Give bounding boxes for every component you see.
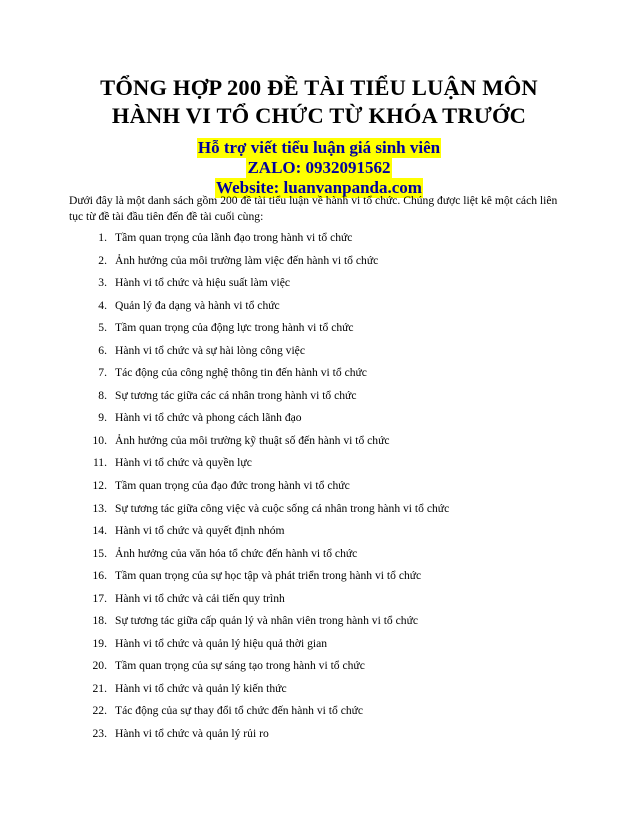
topic-number: 3. (98, 276, 107, 290)
topic-text: Hành vi tổ chức và sự hài lòng công việc (115, 343, 305, 357)
topic-text: Tầm quan trọng của động lực trong hành vi tổ chức (115, 321, 354, 335)
topic-number: 5. (98, 321, 107, 335)
promo-line-2 (0, 158, 638, 178)
topic-number: 7. (98, 366, 107, 380)
topic-list-item (69, 275, 571, 298)
topic-list-item (69, 636, 571, 659)
topic-number: 4. (98, 298, 107, 312)
topic-list-item (69, 478, 571, 501)
topic-list-item (69, 613, 571, 636)
topic-number: 1. (98, 231, 107, 244)
topic-number: 18. (92, 614, 107, 628)
topic-list (69, 230, 571, 749)
topic-list-item (69, 298, 571, 321)
topic-list-item (69, 591, 571, 614)
topic-text: Tầm quan trọng của sự học tập và phát triển trong hành vi tổ chức (115, 569, 422, 583)
topic-text: Tác động của công nghệ thông tin đến hành vi tổ chức (115, 366, 367, 380)
intro-paragraph: Dưới đây là một danh sách gồm 200 đề tài tiểu luận về hành vi tổ chức. Chúng được liệt kê một cách liên tục từ đề tài đầu tiên đến đề tài cuối cùng: (69, 194, 558, 223)
topic-list-item (69, 343, 571, 366)
topic-list-item (69, 230, 571, 253)
topic-list-item (69, 365, 571, 388)
topic-text: Hành vi tổ chức và hiệu suất làm việc (115, 276, 290, 290)
topic-text: Hành vi tổ chức và quyết định nhóm (115, 524, 285, 538)
topic-list-item (69, 253, 571, 276)
topic-text: Hành vi tổ chức và cải tiến quy trình (115, 591, 285, 605)
topic-number: 19. (92, 636, 107, 650)
topic-number: 16. (92, 569, 107, 583)
topic-number: 8. (98, 388, 107, 402)
topic-text: Hành vi tổ chức và phong cách lãnh đạo (115, 411, 302, 425)
topic-list-item (69, 546, 571, 569)
topic-list-item (69, 501, 571, 524)
topic-list-item (69, 681, 571, 704)
topic-list-item (69, 388, 571, 411)
topic-list-item (69, 523, 571, 546)
topic-text: Hành vi tổ chức và quản lý hiệu quả thời gian (115, 636, 328, 650)
promo-banner (0, 138, 638, 198)
topic-number: 20. (92, 659, 107, 673)
topic-text: Quản lý đa dạng và hành vi tổ chức (115, 298, 280, 312)
document-title (60, 74, 578, 130)
topic-text: Ảnh hưởng của văn hóa tổ chức đến hành vi tổ chức (115, 546, 358, 560)
topic-number: 23. (92, 727, 107, 741)
topic-number: 13. (92, 501, 107, 515)
topic-number: 10. (92, 433, 107, 447)
topic-text: Sự tương tác giữa cấp quản lý và nhân viên trong hành vi tổ chức (115, 614, 418, 628)
topic-number: 9. (98, 411, 107, 425)
topic-list-item (69, 568, 571, 591)
topic-text: Tầm quan trọng của đạo đức trong hành vi tổ chức (115, 479, 350, 493)
topic-number: 21. (92, 681, 107, 695)
topic-text: Hành vi tổ chức và quản lý kiến thức (115, 681, 287, 695)
topic-text: Tác động của sự thay đổi tổ chức đến hành vi tổ chức (115, 704, 364, 718)
title-line-2: HÀNH VI TỔ CHỨC TỪ KHÓA TRƯỚC (111, 103, 527, 128)
topic-text: Tầm quan trọng của lãnh đạo trong hành vi tổ chức (115, 231, 353, 244)
title-line-1: TỔNG HỢP 200 ĐỀ TÀI TIỂU LUẬN MÔN (100, 75, 538, 100)
topic-number: 6. (98, 343, 107, 357)
topic-list-item (69, 455, 571, 478)
topic-text: Ảnh hưởng của môi trường kỹ thuật số đến hành vi tổ chức (115, 433, 390, 447)
topic-text: Hành vi tổ chức và quyền lực (115, 456, 252, 470)
promo-support-text: Hỗ trợ viết tiểu luận giá sinh viên (197, 138, 441, 157)
topic-number: 2. (98, 253, 107, 267)
topic-text: Tầm quan trọng của sự sáng tạo trong hành vi tổ chức (115, 659, 365, 673)
topic-number: 17. (92, 591, 107, 605)
topic-list-item (69, 703, 571, 726)
topic-list-item (69, 658, 571, 681)
topic-number: 12. (92, 479, 107, 493)
promo-website-text: Website: luanvanpanda.com (216, 178, 422, 197)
promo-line-1 (0, 138, 638, 158)
topic-number: 15. (92, 546, 107, 560)
topic-text: Sự tương tác giữa công việc và cuộc sống cá nhân trong hành vi tổ chức (115, 501, 450, 515)
topic-list-item (69, 433, 571, 456)
topic-text: Ảnh hưởng của môi trường làm việc đến hành vi tổ chức (115, 253, 379, 267)
topic-list-item (69, 726, 571, 749)
topic-text: Hành vi tổ chức và quản lý rủi ro (115, 727, 269, 741)
topic-number: 14. (92, 524, 107, 538)
topic-list-item (69, 320, 571, 343)
topic-text: Sự tương tác giữa các cá nhân trong hành vi tổ chức (115, 388, 357, 402)
topic-number: 22. (92, 704, 107, 718)
topic-list-item (69, 410, 571, 433)
topic-number: 11. (92, 456, 107, 470)
promo-zalo-text: ZALO: 0932091562 (247, 158, 391, 177)
